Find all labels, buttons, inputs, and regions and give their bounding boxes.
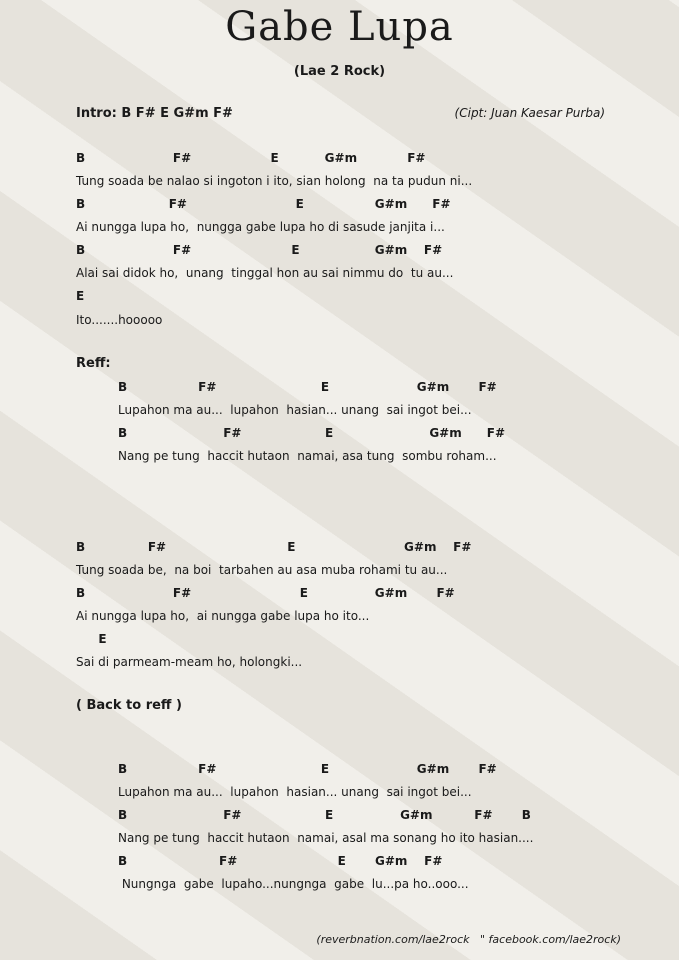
lyric-line: Lupahon ma au... lupahon hasian... unang sai ingot bei... [118,403,472,417]
lyric-line: Tung soada be, na boi tarbahen au asa muba rohami tu au... [76,563,448,577]
chord-line: B F# E G#m F# [76,243,443,257]
intro-chords: Intro: B F# E G#m F# [76,106,233,121]
chord-line: B F# E G#m F# [76,586,455,600]
chord-line: B F# E G#m F# [76,197,451,211]
lyric-line: Ito.......hooooo [76,313,163,327]
lyric-line: Ai nungga lupa ho, ai nungga gabe lupa ho ito... [76,609,370,623]
lyric-line: Nang pe tung haccit hutaon namai, asal ma sonang ho ito hasian.... [118,831,534,845]
chord-line: B F# E G#m F# [118,854,443,868]
lyric-line: Alai sai didok ho, unang tinggal hon au sai nimmu do tu au... [76,266,454,280]
lyric-line: Tung soada be nalao si ingoton i ito, sian holong na ta pudun ni... [76,174,473,188]
lyric-line: Sai di parmeam-meam ho, holongki... [76,655,303,669]
chord-line: B F# E G#m F# [76,540,472,554]
back-to-reff-label: ( Back to reff ) [76,698,182,713]
chord-line: E [76,289,85,303]
footer-links: (reverbnation.com/lae2rock " facebook.com/lae2rock) [316,933,621,946]
lyric-line: Nungnga gabe lupaho...nungnga gabe lu...pa ho..ooo... [118,877,469,891]
lyric-line: Ai nungga lupa ho, nungga gabe lupa ho di sasude janjita i... [76,220,445,234]
lyric-line: Nang pe tung haccit hutaon namai, asa tung sombu roham... [118,449,497,463]
chord-line: B F# E G#m F# [118,380,497,394]
chord-line: E [90,632,107,646]
songwriter-credit: (Cipt: Juan Kaesar Purba) [454,106,605,120]
chord-line: B F# E G#m F# [76,151,426,165]
lyric-line: Lupahon ma au... lupahon hasian... unang sai ingot bei... [118,785,472,799]
song-title: Gabe Lupa [225,4,454,50]
chord-line: B F# E G#m F# [118,762,497,776]
chord-line: B F# E G#m F# B [118,808,531,822]
reff-label: Reff: [76,356,111,371]
chord-line: B F# E G#m F# [118,426,506,440]
artist-name: (Lae 2 Rock) [293,64,386,79]
